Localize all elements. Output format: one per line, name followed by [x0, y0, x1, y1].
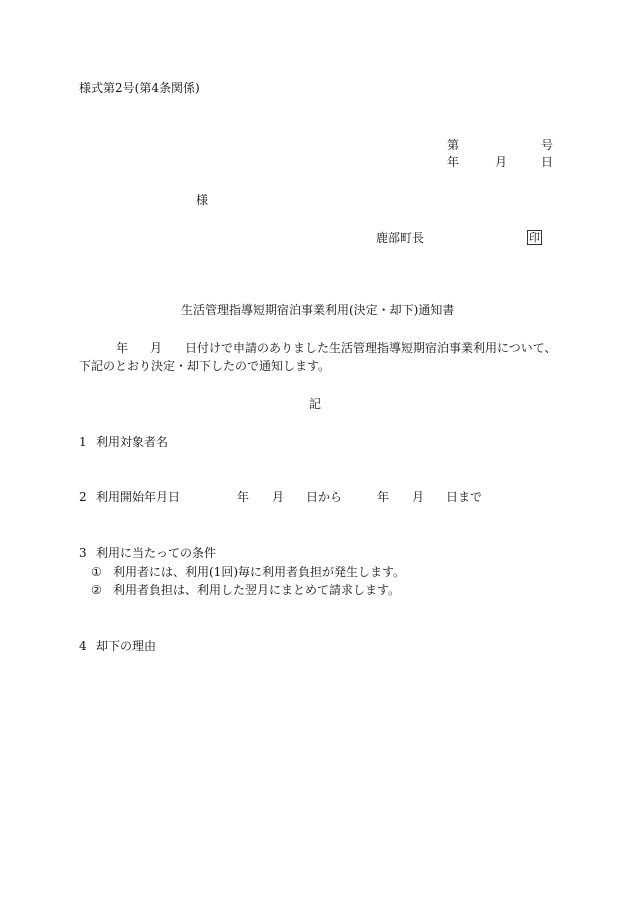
condition-2-mark: ②: [91, 583, 102, 597]
form-id: 様式第2号(第4条関係): [79, 81, 200, 95]
item1-label: 利用対象者名: [96, 435, 169, 449]
condition-1-text: 利用者には、利用(1回)毎に利用者負担が発生します。: [113, 565, 406, 579]
item2-label: 利用開始年月日: [96, 490, 181, 504]
condition-1-mark: ①: [91, 565, 102, 579]
issuer-seal: [527, 230, 542, 245]
item3-number: 3: [79, 546, 87, 560]
seal-mark: 印: [529, 231, 540, 244]
item2-to-day: 日まで: [446, 490, 483, 504]
item1-number: 1: [79, 435, 87, 449]
addressee-suffix: 様: [196, 193, 209, 207]
body-line1: 日付けで申請のありました生活管理指導短期宿泊事業利用について、: [185, 341, 557, 355]
item3-label: 利用に当たっての条件: [96, 546, 217, 560]
body-year: 年: [116, 341, 129, 355]
ki-heading: 記: [309, 397, 322, 411]
item2-to-month: 月: [412, 490, 425, 504]
number-suffix: 号: [541, 138, 554, 152]
item4-number: 4: [79, 639, 87, 653]
date-day: 日: [541, 155, 554, 169]
body-line2: 下記のとおり決定・却下したので通知します。: [79, 359, 331, 373]
item2-from-year: 年: [237, 490, 250, 504]
item2-from-day: 日から: [306, 490, 343, 504]
date-month: 月: [495, 155, 508, 169]
item2-number: 2: [79, 490, 87, 504]
issuer-title: 鹿部町長: [376, 231, 425, 245]
document-title: 生活管理指導短期宿泊事業利用(決定・却下)通知書: [181, 303, 455, 317]
condition-2-text: 利用者負担は、利用した翌月にまとめて請求します。: [113, 583, 401, 597]
date-year: 年: [447, 155, 460, 169]
item2-from-month: 月: [272, 490, 285, 504]
number-prefix: 第: [447, 138, 460, 152]
item4-label: 却下の理由: [96, 639, 157, 653]
body-month: 月: [150, 341, 163, 355]
item2-to-year: 年: [377, 490, 390, 504]
